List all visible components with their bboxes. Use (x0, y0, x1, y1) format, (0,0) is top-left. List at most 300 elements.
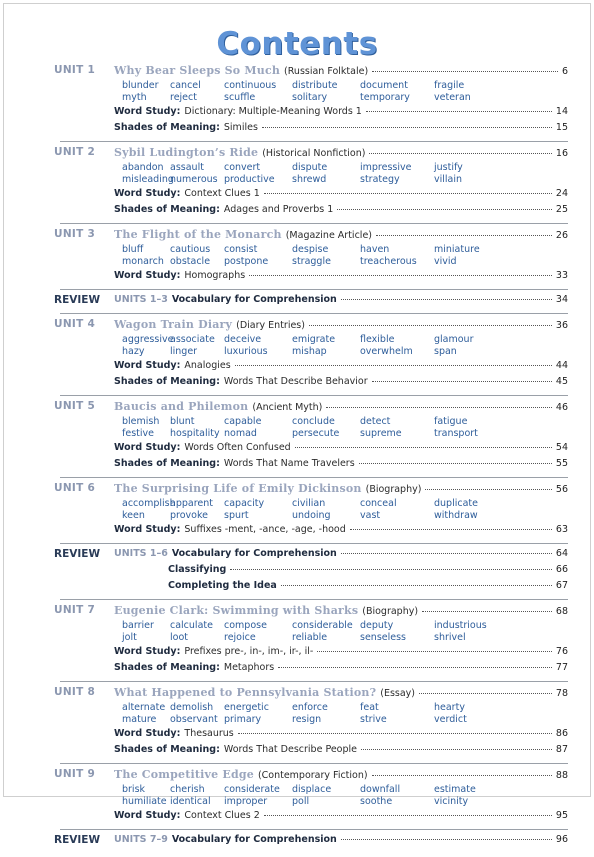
vocabulary-word: myth (122, 92, 147, 103)
vocabulary-word: distribute (292, 80, 338, 91)
study-entry (114, 728, 568, 739)
vocabulary-word: detect (360, 416, 391, 427)
study-entry (114, 442, 568, 453)
unit-entry (114, 228, 568, 241)
vocabulary-word: spurt (224, 510, 249, 521)
contents-list (54, 64, 568, 857)
vocabulary-word: abandon (122, 162, 164, 173)
page-number: 88 (555, 770, 568, 781)
vocabulary-word: persecute (292, 428, 340, 439)
study-row (60, 106, 568, 122)
story-genre: (Magazine Article) (285, 230, 372, 241)
dot-leader (262, 127, 552, 128)
vocabulary-word: supreme (360, 428, 402, 439)
dot-leader (238, 733, 552, 734)
dot-leader (341, 299, 552, 300)
vocabulary-word: temporary (360, 92, 410, 103)
unit-row (54, 228, 568, 244)
unit-section (54, 400, 568, 478)
review-entry (114, 834, 568, 845)
vocabulary-word: cautious (170, 244, 211, 255)
study-kind: Shades of Meaning: (114, 122, 220, 133)
vocabulary-word: shrivel (434, 632, 466, 643)
vocabulary-word: cherish (170, 784, 205, 795)
review-section (54, 548, 568, 600)
unit-label: UNIT 8 (54, 686, 96, 698)
study-text: Words Often Confused (184, 442, 291, 453)
vocabulary-word: monarch (122, 256, 164, 267)
page-number: 64 (555, 548, 568, 559)
vocabulary-word: deceive (224, 334, 262, 345)
page-number: 36 (555, 320, 568, 331)
vocabulary-word: withdraw (434, 510, 478, 521)
vocabulary-word: civilian (292, 498, 326, 509)
review-title: Vocabulary for Comprehension (171, 294, 337, 305)
vocabulary-word: numerous (170, 174, 218, 185)
page-number: 34 (555, 294, 568, 305)
vocabulary-word: bluff (122, 244, 144, 255)
dot-leader (419, 693, 552, 694)
study-entry (114, 662, 568, 673)
study-entry (114, 524, 568, 535)
study-text: Suffixes -ment, -ance, -age, -hood (184, 524, 346, 535)
vocabulary-word: aggressive (122, 334, 174, 345)
vocabulary-word: provoke (170, 510, 208, 521)
vocabulary-word: strategy (360, 174, 400, 185)
vocabulary-word: duplicate (434, 498, 478, 509)
vocabulary-word: identical (170, 796, 211, 807)
unit-label: UNIT 7 (54, 604, 96, 616)
dot-leader (326, 407, 552, 408)
vocabulary-words (114, 80, 568, 106)
vocabulary-word: downfall (360, 784, 401, 795)
page-number: 78 (555, 688, 568, 699)
vocabulary-word: loot (170, 632, 188, 643)
review-row (54, 548, 568, 564)
vocabulary-word: blunder (122, 80, 159, 91)
study-entry (114, 810, 568, 821)
vocabulary-words (114, 784, 568, 810)
vocabulary-word: shrewd (292, 174, 327, 185)
study-kind: Word Study: (114, 524, 181, 535)
vocabulary-word: poll (292, 796, 310, 807)
vocabulary-word: vast (360, 510, 381, 521)
study-row (60, 458, 568, 474)
unit-entry (114, 400, 568, 413)
vocabulary-word: productive (224, 174, 275, 185)
review-range: UNITS 7–9 (114, 834, 168, 845)
vocabulary-word: emigrate (292, 334, 336, 345)
unit-section (54, 64, 568, 142)
page-number: 15 (555, 122, 568, 133)
study-kind: Word Study: (114, 810, 181, 821)
study-row (60, 744, 568, 760)
review-entry (114, 548, 568, 559)
review-label: REVIEW (54, 294, 101, 306)
story-genre: (Diary Entries) (236, 320, 305, 331)
review-title: Vocabulary for Comprehension (171, 548, 337, 559)
story-genre: (Biography) (365, 484, 422, 495)
study-kind: Shades of Meaning: (114, 662, 220, 673)
dot-leader (264, 193, 552, 194)
vocabulary-word: span (434, 346, 457, 357)
review-sub-entry (168, 564, 568, 575)
review-row (54, 834, 568, 850)
unit-row (54, 604, 568, 620)
vocabulary-word: blemish (122, 416, 160, 427)
unit-row (54, 400, 568, 416)
page-number: 63 (555, 524, 568, 535)
study-text: Dictionary: Multiple-Meaning Words 1 (184, 106, 362, 117)
unit-section (54, 768, 568, 830)
vocabulary-word: veteran (434, 92, 471, 103)
review-section (54, 834, 568, 853)
story-genre: (Biography) (362, 606, 419, 617)
study-row (60, 728, 568, 744)
unit-label: UNIT 6 (54, 482, 96, 494)
vocabulary-word: considerable (292, 620, 353, 631)
story-title: The Competitive Edge (114, 768, 254, 781)
vocabulary-word: hospitality (170, 428, 220, 439)
vocabulary-word: despise (292, 244, 329, 255)
story-genre: (Contemporary Fiction) (257, 770, 368, 781)
unit-row (54, 146, 568, 162)
dot-leader (361, 749, 552, 750)
unit-row (54, 768, 568, 784)
dot-leader (425, 489, 551, 490)
page-number: 95 (555, 810, 568, 821)
unit-entry (114, 318, 568, 331)
study-entry (114, 204, 568, 215)
vocabulary-word: rejoice (224, 632, 256, 643)
page-number: 14 (555, 106, 568, 117)
study-row (60, 662, 568, 678)
page-number: 68 (555, 606, 568, 617)
unit-section (54, 228, 568, 290)
unit-label: UNIT 9 (54, 768, 96, 780)
story-genre: (Historical Nonfiction) (262, 148, 366, 159)
page-number: 86 (555, 728, 568, 739)
review-section (54, 294, 568, 314)
study-row (60, 360, 568, 376)
page-number: 16 (555, 148, 568, 159)
dot-leader (249, 275, 552, 276)
vocabulary-word: solitary (292, 92, 328, 103)
study-row (60, 810, 568, 826)
vocabulary-word: cancel (170, 80, 201, 91)
dot-leader (376, 235, 552, 236)
vocabulary-word: considerate (224, 784, 280, 795)
page-title: Contents (216, 26, 378, 62)
study-row (60, 270, 568, 286)
unit-section (54, 482, 568, 544)
vocabulary-word: mishap (292, 346, 327, 357)
unit-row (54, 686, 568, 702)
review-entry (114, 294, 568, 305)
story-genre: (Ancient Myth) (252, 402, 323, 413)
story-title: The Flight of the Monarch (114, 228, 282, 241)
study-entry (114, 376, 568, 387)
vocabulary-word: mature (122, 714, 157, 725)
unit-label: UNIT 5 (54, 400, 96, 412)
vocabulary-word: calculate (170, 620, 213, 631)
vocabulary-word: postpone (224, 256, 269, 267)
dot-leader (372, 775, 552, 776)
vocabulary-words (114, 416, 568, 442)
review-sub-row (60, 564, 568, 580)
study-entry (114, 122, 568, 133)
vocabulary-word: industrious (434, 620, 487, 631)
dot-leader (295, 447, 552, 448)
study-text: Thesaurus (184, 728, 234, 739)
unit-row (54, 482, 568, 498)
study-entry (114, 744, 568, 755)
vocabulary-word: reliable (292, 632, 328, 643)
study-text: Context Clues 2 (184, 810, 260, 821)
vocabulary-word: continuous (224, 80, 277, 91)
page-number: 6 (561, 66, 568, 77)
vocabulary-word: soothe (360, 796, 393, 807)
vocabulary-word: strive (360, 714, 387, 725)
study-text: Metaphors (223, 662, 275, 673)
vocabulary-word: jolt (122, 632, 137, 643)
dot-leader (372, 71, 558, 72)
study-entry (114, 360, 568, 371)
study-entry (114, 646, 568, 657)
unit-label: UNIT 3 (54, 228, 96, 240)
review-title: Vocabulary for Comprehension (171, 834, 337, 845)
page-number: 26 (555, 230, 568, 241)
vocabulary-words (114, 620, 568, 646)
unit-section (54, 686, 568, 764)
vocabulary-word: misleading (122, 174, 174, 185)
page-number: 24 (555, 188, 568, 199)
vocabulary-word: consist (224, 244, 258, 255)
page-number: 56 (555, 484, 568, 495)
story-genre: (Essay) (380, 688, 415, 699)
vocabulary-word: keen (122, 510, 145, 521)
vocabulary-word: haven (360, 244, 390, 255)
study-row (60, 646, 568, 662)
review-range: UNITS 1–6 (114, 548, 168, 559)
study-kind: Shades of Meaning: (114, 744, 220, 755)
vocabulary-word: impressive (360, 162, 412, 173)
dot-leader (341, 553, 552, 554)
study-text: Words That Describe People (223, 744, 358, 755)
study-row (60, 376, 568, 392)
page-number: 76 (555, 646, 568, 657)
study-row (60, 204, 568, 220)
vocabulary-word: verdict (434, 714, 467, 725)
vocabulary-word: miniature (434, 244, 480, 255)
vocabulary-word: undoing (292, 510, 331, 521)
vocabulary-word: improper (224, 796, 268, 807)
dot-leader (235, 365, 552, 366)
page-number: 45 (555, 376, 568, 387)
unit-entry (114, 686, 568, 699)
review-sub-title: Completing the Idea (168, 580, 277, 591)
vocabulary-word: resign (292, 714, 322, 725)
study-entry (114, 458, 568, 469)
review-sub-title: Classifying (168, 564, 227, 575)
study-text: Analogies (184, 360, 231, 371)
study-entry (114, 270, 568, 281)
vocabulary-word: vivid (434, 256, 457, 267)
story-title: The Surprising Life of Emily Dickinson (114, 482, 362, 495)
vocabulary-word: reject (170, 92, 197, 103)
vocabulary-word: conclude (292, 416, 335, 427)
dot-leader (366, 111, 552, 112)
dot-leader (350, 529, 552, 530)
dot-leader (278, 667, 552, 668)
review-label: REVIEW (54, 834, 101, 846)
story-title: Wagon Train Diary (114, 318, 233, 331)
dot-leader (422, 611, 552, 612)
vocabulary-word: capacity (224, 498, 265, 509)
vocabulary-word: capable (224, 416, 262, 427)
study-kind: Word Study: (114, 728, 181, 739)
page-number: 55 (555, 458, 568, 469)
vocabulary-words (114, 162, 568, 188)
vocabulary-word: compose (224, 620, 267, 631)
dot-leader (230, 569, 552, 570)
vocabulary-word: humiliate (122, 796, 167, 807)
dot-leader (359, 463, 552, 464)
study-kind: Word Study: (114, 106, 181, 117)
page-number: 44 (555, 360, 568, 371)
vocabulary-word: flexible (360, 334, 395, 345)
unit-entry (114, 768, 568, 781)
study-entry (114, 188, 568, 199)
page-number: 87 (555, 744, 568, 755)
vocabulary-word: conceal (360, 498, 397, 509)
unit-entry (114, 604, 568, 617)
page-number: 66 (555, 564, 568, 575)
vocabulary-word: fragile (434, 80, 465, 91)
page-number: 96 (555, 834, 568, 845)
review-label: REVIEW (54, 548, 101, 560)
page-number: 33 (555, 270, 568, 281)
review-row (54, 294, 568, 310)
story-title: Sybil Ludington’s Ride (114, 146, 259, 159)
vocabulary-word: observant (170, 714, 218, 725)
vocabulary-word: justify (434, 162, 463, 173)
vocabulary-word: vicinity (434, 796, 469, 807)
page-number: 67 (555, 580, 568, 591)
dot-leader (337, 209, 552, 210)
vocabulary-word: associate (170, 334, 215, 345)
study-kind: Word Study: (114, 646, 181, 657)
vocabulary-word: brisk (122, 784, 146, 795)
vocabulary-word: treacherous (360, 256, 417, 267)
story-title: What Happened to Pennsylvania Station? (114, 686, 377, 699)
study-kind: Word Study: (114, 442, 181, 453)
story-title: Baucis and Philemon (114, 400, 249, 413)
vocabulary-word: hazy (122, 346, 145, 357)
dot-leader (317, 651, 552, 652)
vocabulary-word: deputy (360, 620, 394, 631)
vocabulary-word: primary (224, 714, 262, 725)
vocabulary-word: demolish (170, 702, 214, 713)
study-kind: Word Study: (114, 270, 181, 281)
vocabulary-word: assault (170, 162, 204, 173)
story-title: Eugenie Clark: Swimming with Sharks (114, 604, 359, 617)
page-number: 25 (555, 204, 568, 215)
study-row (60, 442, 568, 458)
vocabulary-word: senseless (360, 632, 406, 643)
study-text: Similes (223, 122, 258, 133)
vocabulary-word: displace (292, 784, 332, 795)
unit-row (54, 64, 568, 80)
study-text: Words That Describe Behavior (223, 376, 368, 387)
vocabulary-word: blunt (170, 416, 195, 427)
dot-leader (309, 325, 552, 326)
unit-row (54, 318, 568, 334)
vocabulary-word: nomad (224, 428, 257, 439)
vocabulary-word: straggle (292, 256, 331, 267)
vocabulary-words (114, 702, 568, 728)
study-kind: Shades of Meaning: (114, 458, 220, 469)
unit-label: UNIT 4 (54, 318, 96, 330)
vocabulary-word: scuffle (224, 92, 256, 103)
vocabulary-word: feat (360, 702, 379, 713)
study-text: Words That Name Travelers (223, 458, 355, 469)
vocabulary-word: overwhelm (360, 346, 413, 357)
study-text: Prefixes pre-, in-, im-, ir-, il- (184, 646, 314, 657)
study-row (60, 122, 568, 138)
vocabulary-word: obstacle (170, 256, 211, 267)
vocabulary-word: transport (434, 428, 478, 439)
vocabulary-word: luxurious (224, 346, 268, 357)
vocabulary-word: accomplish (122, 498, 176, 509)
study-entry (114, 106, 568, 117)
study-row (60, 524, 568, 540)
vocabulary-word: hearty (434, 702, 465, 713)
vocabulary-word: apparent (170, 498, 213, 509)
vocabulary-word: linger (170, 346, 198, 357)
vocabulary-word: alternate (122, 702, 166, 713)
unit-label: UNIT 1 (54, 64, 96, 76)
vocabulary-word: festive (122, 428, 154, 439)
vocabulary-words (114, 244, 568, 270)
dot-leader (341, 839, 552, 840)
unit-section (54, 604, 568, 682)
vocabulary-words (114, 334, 568, 360)
review-sub-entry (168, 580, 568, 591)
unit-entry (114, 482, 568, 495)
unit-label: UNIT 2 (54, 146, 96, 158)
dot-leader (264, 815, 552, 816)
study-kind: Shades of Meaning: (114, 376, 220, 387)
vocabulary-word: barrier (122, 620, 154, 631)
vocabulary-word: villain (434, 174, 463, 185)
vocabulary-word: fatigue (434, 416, 468, 427)
review-range: UNITS 1–3 (114, 294, 168, 305)
story-genre: (Russian Folktale) (284, 66, 369, 77)
vocabulary-words (114, 498, 568, 524)
vocabulary-word: convert (224, 162, 261, 173)
vocabulary-word: energetic (224, 702, 269, 713)
vocabulary-word: document (360, 80, 408, 91)
page-number: 54 (555, 442, 568, 453)
vocabulary-word: glamour (434, 334, 474, 345)
review-sub-row (60, 580, 568, 596)
dot-leader (372, 381, 552, 382)
page-number: 77 (555, 662, 568, 673)
study-kind: Shades of Meaning: (114, 204, 220, 215)
vocabulary-word: dispute (292, 162, 328, 173)
vocabulary-word: enforce (292, 702, 328, 713)
